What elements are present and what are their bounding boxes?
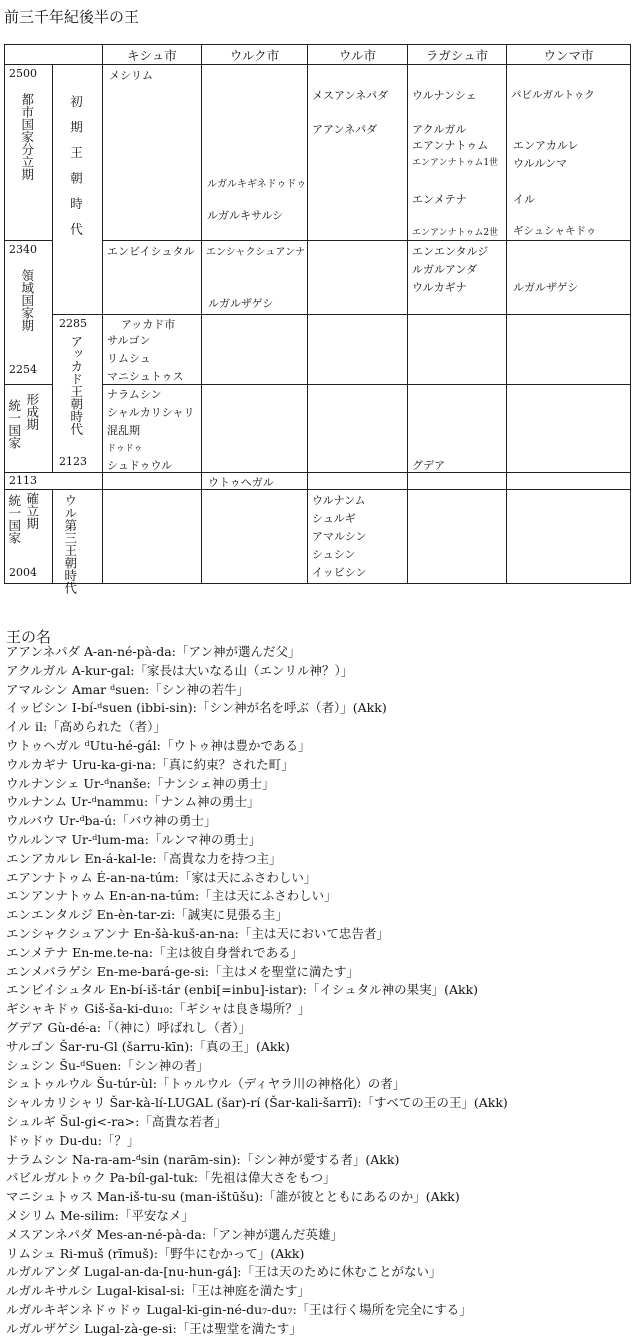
lagash-r3 [408, 315, 507, 385]
king-name-entry: エアンナトゥム É-an-na-túm:「家は天にふさわしい」 [6, 869, 317, 885]
king-name-entry: マニシュトゥス Man-iš-tu-su (man-ištūšu):「誰が彼とともにあるのか」(Akk) [6, 1189, 460, 1205]
king-name-entry: ウルナンシェ Ur-ᵈnanše:「ナンシェ神の勇士」 [6, 775, 275, 791]
king-name-entry: アマルシン Amar ᵈsuen:「シン神の若牛」 [6, 681, 249, 697]
king-name: グデア [412, 459, 445, 472]
city-akkad: アッカド市 [121, 318, 176, 331]
names-section-title: 王の名 [6, 628, 52, 646]
period-sublabel-formation: 形成期 [24, 393, 40, 431]
king-name-entry: エンエンタルジ En-èn-tar-zi:「誠実に見張る主」 [6, 907, 288, 923]
king-name-entry: エンアンナトゥム En-an-na-túm:「主は天にふさわしい」 [6, 888, 337, 904]
king-name: エンビイシュタル [107, 245, 195, 258]
king-name-entry: シュルギ Šul-gi<-ra>:「高貴な若者」 [6, 1113, 227, 1129]
king-name: アアンネパダ [312, 123, 378, 136]
umma-r2 [507, 241, 631, 315]
lagash-r1 [408, 65, 507, 241]
king-name-entry: イル il:「高められた（者）」 [6, 719, 166, 735]
period-akkad [53, 315, 103, 473]
uruk-r2 [202, 241, 308, 315]
year-2340: 2340 [9, 243, 37, 256]
king-name: メスアンネパダ [312, 89, 389, 102]
ur-r1 [308, 65, 408, 241]
lagash-r4 [408, 385, 507, 473]
umma-r3 [507, 315, 631, 385]
king-name-entry: パビルガルトゥク Pa-bíl-gal-tuk:「先祖は偉大さをもつ」 [6, 1170, 336, 1186]
king-name: ルガルアンダ [412, 263, 478, 276]
ur-r3 [308, 315, 408, 385]
col-header-uruk: ウルク市 [202, 45, 308, 65]
ur-r5 [308, 473, 408, 490]
period-unification-established [5, 490, 53, 584]
king-name: イル [513, 193, 535, 206]
king-name-entry: ルガルキサルシ Lugal-kisal-si:「王は神庭を満たす」 [6, 1283, 310, 1299]
king-name-entry: ウトゥヘガル ᵈUtu-hé-gál:「ウトゥ神は豊かである」 [6, 737, 311, 753]
king-name: エンアカルレ [513, 139, 579, 152]
period-label-unified-2: 統一国家 [6, 494, 22, 544]
king-name: アクルガル [412, 123, 467, 136]
king-name-entry: アアンネパダ A-an-né-pà-da:「アン神が選んだ父」 [6, 644, 301, 659]
king-name: エンアンナトゥム2世 [412, 228, 499, 238]
period-city-states [5, 65, 53, 241]
kish-r5 [103, 473, 202, 490]
king-name: ウルルンマ [513, 157, 568, 170]
period-ur3 [53, 490, 103, 594]
king-name: ナラムシン [107, 388, 162, 401]
period-sublabel-established: 確立期 [24, 492, 40, 530]
king-name: ルガルザゲシ [208, 297, 274, 310]
page-title: 前三千年紀後半の王 [4, 8, 140, 26]
year-2113-cell [5, 473, 103, 490]
uruk-r1 [202, 65, 308, 241]
king-name-entry: ウルルンマ Ur-ᵈlum-ma:「ルンマ神の勇士」 [6, 831, 262, 847]
ur-r6 [308, 490, 408, 584]
kish-r3 [103, 315, 202, 385]
corner-header [5, 45, 103, 65]
year-2004: 2004 [9, 566, 37, 579]
king-name: ウルナンシェ [412, 89, 477, 102]
king-name-entry: エンビイシュタル En-bí-iš-tár (enbi[=inbu]-istar):「イシュタル神の果実」(Akk) [6, 982, 479, 998]
umma-r4 [507, 385, 631, 473]
king-name-entry: ウルカギナ Uru-ka-gi-na:「真に約束？された町」 [6, 756, 294, 772]
king-name-entry: リムシュ Ri-muš (rīmuš):「野牛にむかって」(Akk) [6, 1245, 305, 1261]
king-name: メシリム [109, 69, 153, 82]
king-name: 混乱期 [107, 424, 140, 437]
col-header-umma: ウンマ市 [507, 45, 631, 65]
king-name-entry: グデア Gù-dé-a:「（神に）呼ばれし（者）」 [6, 1019, 252, 1035]
year-2500: 2500 [9, 67, 37, 80]
king-name-entry: シュシン Šu-ᵈSuen:「シン神の者」 [6, 1057, 209, 1073]
king-name: エンエンタルジ [412, 245, 489, 258]
king-name: アマルシン [312, 530, 367, 543]
period-label-territorial: 領域国家期 [19, 269, 35, 332]
king-name-entry: エンメテナ En-me.te-na:「主は彼自身誉れである」 [6, 944, 304, 960]
king-name-entry: シャルカリシャリ Šar-kà-lí-LUGAL (šar)-rí (Šar-kali-šarrī):「すべての王の王」(Akk) [6, 1095, 508, 1111]
period-territorial [5, 241, 53, 385]
king-name: エンメテナ [412, 193, 467, 206]
kish-r1 [103, 65, 202, 241]
uruk-r6 [202, 490, 308, 584]
king-name: エンアンナトゥム1世 [412, 158, 499, 168]
kish-r6 [103, 490, 202, 584]
king-name-entry: エンメバラゲシ En-me-bará-ge-si:「主はメを聖堂に満たす」 [6, 963, 359, 979]
kish-r4 [103, 385, 202, 473]
king-name: ギシュシャキドゥ [513, 225, 597, 237]
king-name-entry: メスアンネパダ Mes-an-né-pà-da:「アン神が選んだ英雄」 [6, 1226, 344, 1242]
king-name-entry: ルガルキギンネドゥドゥ Lugal-ki-gin-né-du₇-du₇:「王は行く場所を完全にする」 [6, 1301, 472, 1317]
king-name: マニシュトゥス [107, 370, 184, 383]
period-early-dynastic [53, 65, 103, 315]
lagash-r5 [408, 473, 507, 490]
col-header-lagash: ラガシュ市 [408, 45, 507, 65]
king-name: エンシャクシュアンナ [206, 247, 305, 258]
king-names-list [6, 643, 632, 1338]
lagash-r2 [408, 241, 507, 315]
uruk-r4 [202, 385, 308, 473]
umma-r1 [507, 65, 631, 241]
king-name: リムシュ [107, 352, 151, 365]
col-header-kish: キシュ市 [103, 45, 202, 65]
king-name: ルガルキギネドゥドゥ [207, 179, 307, 190]
label-early-dynastic: 初期王朝時代 [68, 95, 84, 248]
king-name: シュシン [312, 548, 356, 561]
umma-r6 [507, 490, 631, 584]
king-name-entry: ウルバウ Ur-ᵈba-ú:「バウ神の勇士」 [6, 813, 217, 829]
king-name-entry: サルゴン Šar-ru-Gl (šarru-kīn):「真の王」(Akk) [6, 1038, 290, 1054]
king-name-entry: アクルガル A-kur-gal:「家長は大いなる山（エンリル神？）」 [6, 662, 354, 678]
king-name-entry: ナラムシン Na-ra-am-ᵈsin (narām-sin):「シン神が愛する者」(Akk) [6, 1151, 400, 1167]
ur-r4 [308, 385, 408, 473]
king-name-entry: ウルナンム Ur-ᵈnammu:「ナンム神の勇士」 [6, 794, 260, 810]
year-2113: 2113 [9, 474, 37, 487]
king-name-entry: ルガルアンダ Lugal-an-da-[nu-hun-gá]:「王は天のために休むことがない」 [6, 1264, 442, 1280]
lagash-r6 [408, 490, 507, 584]
king-name: ルガルザゲシ [513, 281, 579, 294]
uruk-r5 [202, 473, 308, 490]
king-name-entry: エンアカルレ En-á-kal-le:「高貴な力を持つ主」 [6, 850, 282, 866]
period-label-unified: 統一国家 [6, 399, 22, 449]
king-name-entry: ギシャキドゥ Giš-ša-ki-du₁₀:「ギシャは良き場所？」 [6, 1001, 311, 1017]
ur-r2 [308, 241, 408, 315]
king-name: イッビシン [312, 566, 367, 579]
year-2285: 2285 [59, 317, 87, 330]
king-name-entry: ルガルザゲシ Lugal-zà-ge-si:「王は聖堂を満たす」 [6, 1320, 302, 1336]
period-label-city-states: 都市国家分立期 [19, 93, 35, 181]
king-name: シュルギ [312, 512, 356, 525]
year-2123: 2123 [59, 455, 87, 468]
king-name: ウトゥヘガル [208, 476, 274, 489]
label-akkad-dynasty: アッカド王朝時代 [68, 335, 84, 435]
king-name: エアンナトゥム [412, 139, 489, 152]
king-name: ウルカギナ [412, 281, 467, 294]
king-name-entry: ドゥドゥ Du-du:「？」 [6, 1132, 140, 1148]
king-name-entry: イッビシン I-bí-ᵈsuen (ibbi-sin):「シン神が名を呼ぶ（者）」(Akk) [6, 700, 387, 716]
king-name: ドゥドゥ [107, 444, 143, 454]
king-name: シュドゥウル [107, 459, 173, 472]
kings-table [4, 44, 631, 594]
king-name: シャルカリシャリ [107, 406, 195, 419]
period-unification-formation [5, 385, 53, 473]
kish-r2 [103, 241, 202, 315]
king-name: パビルガルトゥク [511, 89, 595, 101]
umma-r5 [507, 473, 631, 490]
king-name-entry: シュトゥルウル Šu-túr-ùl:「トゥルウル（ディヤラ川の神格化）の者」 [6, 1076, 406, 1092]
king-name: ルガルキサルシ [207, 209, 284, 222]
year-2254: 2254 [9, 363, 37, 376]
king-name-entry: メシリム Me-silim:「平安なメ」 [6, 1207, 194, 1223]
king-name-entry: エンシャクシュアンナ En-šà-kuš-an-na:「主は天において忠告者」 [6, 925, 389, 941]
col-header-ur: ウル市 [308, 45, 408, 65]
label-ur3-dynasty: ウル第三王朝時代 [62, 494, 78, 594]
uruk-r3 [202, 315, 308, 385]
king-name: ウルナンム [312, 494, 366, 507]
king-name: サルゴン [107, 334, 151, 347]
